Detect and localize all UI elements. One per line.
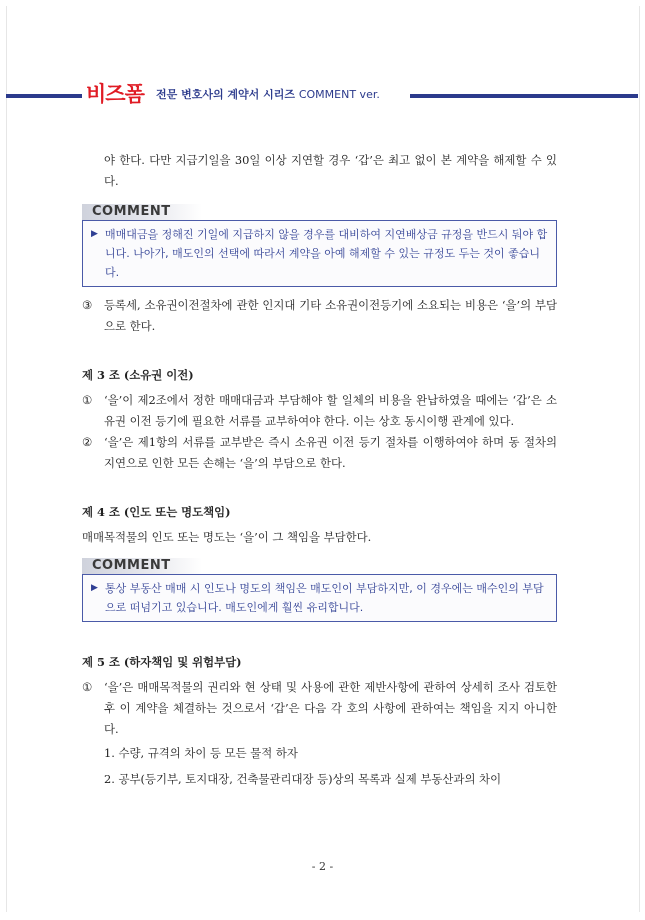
- clause-number: ②: [82, 435, 93, 449]
- comment-label: COMMENT: [82, 204, 202, 220]
- comment-label: COMMENT: [82, 558, 202, 574]
- clause-text: ‘을’이 제2조에서 정한 매매대금과 부담해야 할 일체의 비용을 완납하였을 때에는 ‘갑’은 소유권 이전 등기에 필요한 서류를 교부하여야 한다. 이는 상호 동시이행 관계에 있다.: [104, 393, 557, 428]
- sub-item: 2. 공부(등기부, 토지대장, 건축물관리대장 등)상의 목록과 실제 부동산과의 차이: [104, 772, 502, 786]
- series-title: [156, 86, 380, 102]
- clause-number: ①: [82, 393, 93, 407]
- page-number: - 2 -: [311, 860, 334, 873]
- sub-item: 1. 수량, 규격의 차이 등 모든 물적 하자: [104, 746, 298, 760]
- brand-logo: 비즈폼: [86, 82, 144, 106]
- clause-text: ‘을’은 제1항의 서류를 교부받은 즉시 소유권 이전 등기 절차를 이행하여야 하며 동 절차의 지연으로 인한 모든 손해는 ‘을’의 부담으로 한다.: [104, 435, 557, 470]
- clause-number: ③: [82, 298, 93, 312]
- clause-item: [82, 295, 557, 337]
- clause-text: ‘을’은 매매목적물의 권리와 현 상태 및 사용에 관한 제반사항에 관하여 상세히 조사 검토한 후 이 계약을 체결하는 것으로서 ‘갑’은 다음 각 호의 사항에 관하여는 책임을 지지 아니한다.: [104, 680, 557, 736]
- comment-version: COMMENT ver.: [298, 88, 380, 101]
- article-5-title: 제 5 조 (하자책임 및 위험부담): [82, 655, 242, 669]
- article-4-text: 매매목적물의 인도 또는 명도는 ‘을’이 그 책임을 부담한다.: [82, 530, 372, 544]
- header-rule-right: [410, 94, 638, 98]
- series-subtitle: 전문 변호사의 계약서 시리즈: [156, 88, 295, 101]
- comment-text: 통상 부동산 매매 시 인도나 명도의 책임은 매도인이 부담하지만, 이 경우에는 매수인의 부담으로 떠넘기고 있습니다. 매도인에게 훨씬 유리합니다.: [105, 582, 544, 614]
- document-header: [0, 78, 645, 106]
- triangle-bullet-icon: ▶: [91, 583, 98, 593]
- comment-text: 매매대금을 정해진 기일에 지급하지 않을 경우를 대비하여 지연배상금 규정을 반드시 둬야 합니다. 나아가, 매도인의 선택에 따라서 계약을 아예 해제할 수 있는 규정도 두는 것이 좋습니다.: [105, 228, 548, 279]
- comment-block-2: [82, 558, 557, 622]
- comment-box: [82, 574, 557, 622]
- triangle-bullet-icon: ▶: [91, 229, 98, 239]
- clause-text: 등록세, 소유권이전절차에 관한 인지대 기타 소유권이전등기에 소요되는 비용은 ‘을’의 부담으로 한다.: [104, 298, 557, 333]
- clause-item: [82, 677, 557, 740]
- clause-item: [82, 432, 557, 474]
- header-rule-left: [6, 94, 82, 98]
- continuation-text: 야 한다. 다만 지급기일을 30일 이상 지연할 경우 ‘갑’은 최고 없이 본 계약을 해제할 수 있다.: [104, 153, 557, 188]
- article-3-title: 제 3 조 (소유권 이전): [82, 368, 194, 382]
- comment-block-1: [82, 204, 557, 287]
- document-body: [82, 150, 557, 790]
- clause-item: [82, 390, 557, 432]
- comment-box: [82, 220, 557, 287]
- clause-number: ①: [82, 680, 93, 694]
- article-4-title: 제 4 조 (인도 또는 명도책임): [82, 505, 231, 519]
